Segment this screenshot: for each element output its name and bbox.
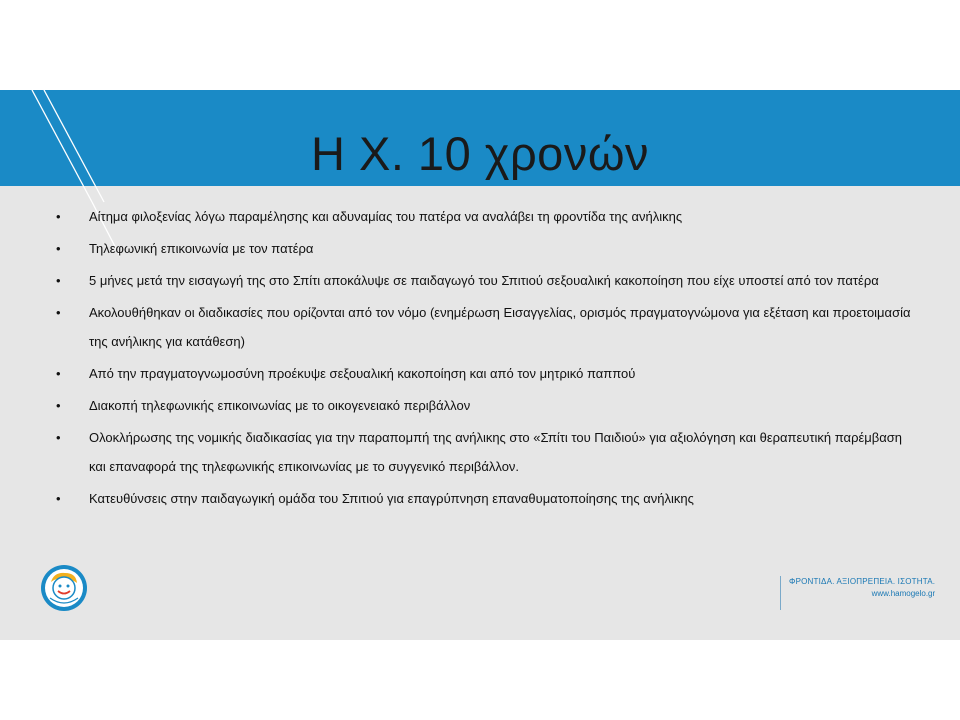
brand-tagline-block: [780, 576, 935, 610]
bullet-marker: •: [56, 398, 61, 413]
bullet-item: [56, 234, 916, 263]
bullet-marker: •: [56, 209, 61, 224]
slide: [0, 90, 960, 640]
bullet-text: Αίτημα φιλοξενίας λόγω παραμέλησης και αδυναμίας του πατέρα να αναλάβει τη φροντίδα της ανήλικης: [89, 209, 683, 224]
bullet-text: Κατευθύνσεις στην παιδαγωγική ομάδα του Σπιτιού για επαγρύπνηση επαναθυματοποίησης της ανήλικης: [89, 491, 694, 506]
bullet-text: Ολοκλήρωσης της νομικής διαδικασίας για την παραπομπή της ανήλικης στο «Σπίτι του Παιδιού» για αξιολόγηση και θεραπευτική παρέμβαση και επαναφορά της τηλεφωνικής επικοινωνίας με το συγγενικό περιβάλλον.: [89, 430, 903, 474]
bullet-marker: •: [56, 491, 61, 506]
bullet-marker: •: [56, 241, 61, 256]
bullet-text: 5 μήνες μετά την εισαγωγή της στο Σπίτι αποκάλυψε σε παιδαγωγό του Σπιτιού σεξουαλική κακοποίηση που είχε υποστεί από τον πατέρα: [89, 273, 879, 288]
bullet-list: [56, 202, 916, 516]
bullet-marker: •: [56, 273, 61, 288]
smiling-child-logo-icon: [40, 564, 88, 612]
bullet-text: Ακολουθήθηκαν οι διαδικασίες που ορίζονται από τον νόμο (ενημέρωση Εισαγγελίας, ορισμός πραγματογνώμονα για εξέταση και προετοιμασία της ανήλικης για κατάθεση): [89, 305, 911, 349]
bullet-item: [56, 266, 916, 295]
website-link[interactable]: www.hamogelo.gr: [871, 589, 936, 598]
bullet-item: [56, 298, 916, 356]
bullet-marker: •: [56, 366, 61, 381]
bullet-text: Διακοπή τηλεφωνικής επικοινωνίας με το οικογενειακό περιβάλλον: [89, 398, 471, 413]
brand-tagline: ΦΡΟΝΤΙΔΑ. ΑΞΙΟΠΡΕΠΕΙΑ. ΙΣΟΤΗΤΑ.: [789, 577, 936, 586]
bullet-text: Από την πραγματογνωμοσύνη προέκυψε σεξουαλική κακοποίηση και από τον μητρικό παππού: [89, 366, 636, 381]
bullet-item: [56, 359, 916, 388]
bullet-marker: •: [56, 305, 61, 320]
bullet-marker: •: [56, 430, 61, 445]
bullet-text: Τηλεφωνική επικοινωνία με τον πατέρα: [89, 241, 314, 256]
bullet-item: [56, 202, 916, 231]
bullet-item: [56, 391, 916, 420]
bullet-item: [56, 484, 916, 513]
slide-title: Η Χ. 10 χρονών: [310, 127, 650, 180]
bullet-item: [56, 423, 916, 481]
